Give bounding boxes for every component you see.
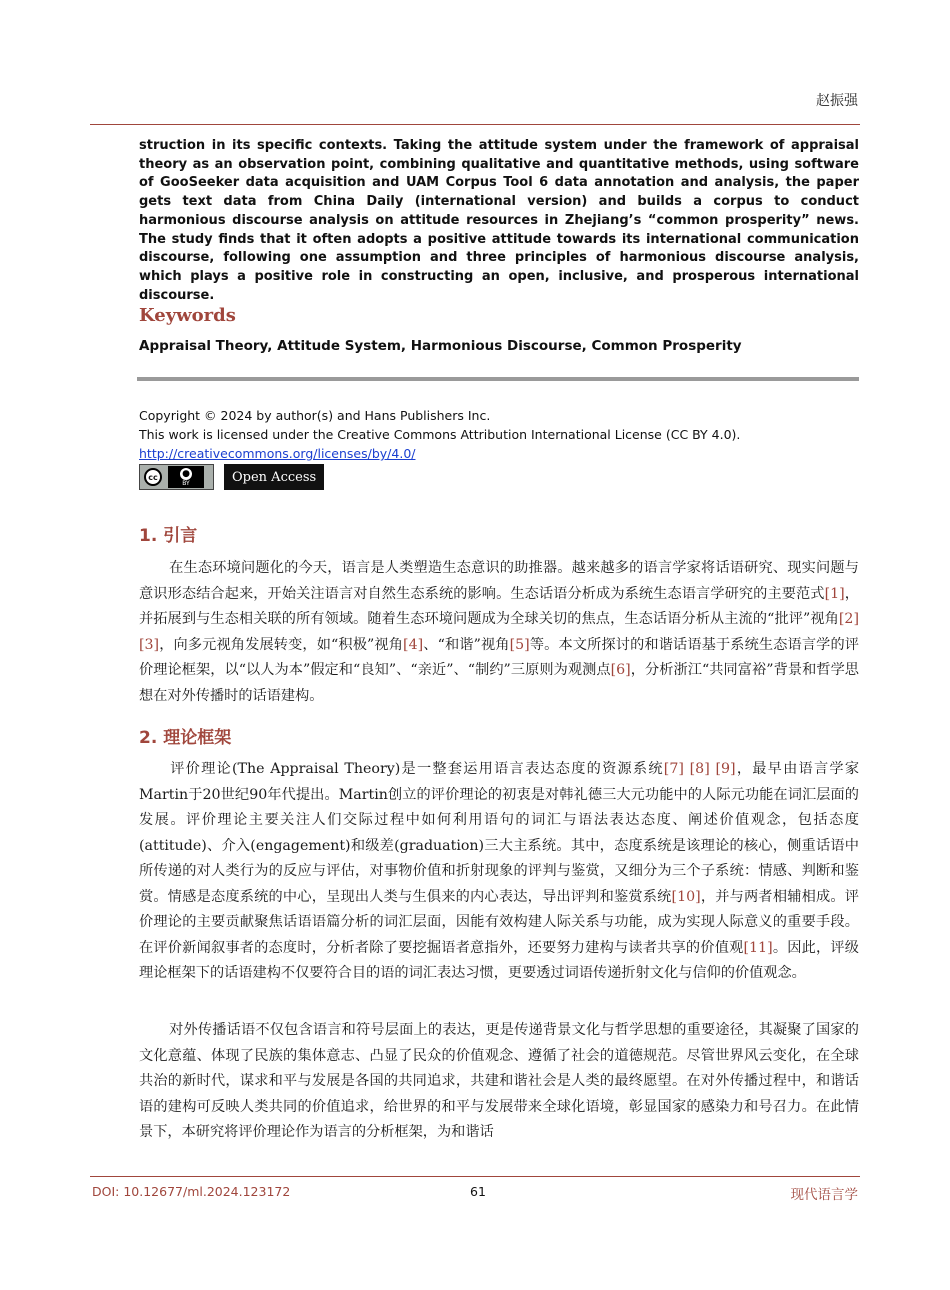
citation-link[interactable]: [6] xyxy=(610,662,631,678)
text-run: 在生态环境问题化的今天，语言是人类塑造生态意识的助推器。越来越多的语言学家将话语研究、现实问题与意识形态结合起来，开始关注语言对自然生态系统的影响。生态话语分析成为系统生态语言学研究的主要范式 xyxy=(139,560,859,602)
keywords-heading: Keywords xyxy=(139,305,236,326)
citation-link[interactable]: [1] xyxy=(824,585,845,602)
footer-divider xyxy=(90,1176,860,1177)
text-run: 评价理论(The Appraisal Theory)是一整套运用语言表达态度的资源系统 xyxy=(169,761,664,777)
citation-link[interactable]: [11] xyxy=(743,939,773,956)
by-label: BY xyxy=(182,479,190,487)
citation-link[interactable]: [5] xyxy=(509,636,530,653)
section-divider xyxy=(137,377,859,381)
keywords-list: Appraisal Theory, Attitude System, Harmonious Discourse, Common Prosperity xyxy=(139,338,742,354)
cc-by-badge[interactable] xyxy=(139,464,214,490)
footer-doi[interactable]: DOI: 10.12677/ml.2024.123172 xyxy=(92,1184,291,1199)
text-run: ，分析浙江“共同富裕”背景和哲学思想在对外传播时的话语建构。 xyxy=(139,662,859,704)
theory-paragraph-1 xyxy=(139,757,859,987)
person-icon: ● xyxy=(180,468,192,480)
cc-icon: cc xyxy=(144,468,162,486)
text-run: 。因此，评级理论框架下的话语建构不仅要符合目的语的词汇表达习惯，更要透过词语传递折射文化与信仰的价值观念。 xyxy=(139,939,859,981)
journal-name: 现代语言学 xyxy=(790,1187,858,1203)
license-badges xyxy=(139,464,324,490)
citation-link[interactable]: [7] [8] [9] xyxy=(663,761,736,777)
citation-link[interactable]: [10] xyxy=(671,888,701,905)
by-icon xyxy=(168,466,204,488)
text-run: 对外传播话语不仅包含语言和符号层面上的表达，更是传递背景文化与哲学思想的重要途径，其凝聚了国家的文化意蕴、体现了民族的集体意志、凸显了民众的价值观念、遵循了社会的道德规范。尽管世界风云变化，在全球共治的新时代，谋求和平与发展是各国的共同追求，共建和谐社会是人类的最终愿望。在对外传播过程中，和谐话语的建构可反映人类共同的价值追求，给世界的和平与发展带来全球化语境，彰显国家的感染力和号召力。在此情景下，本研究将评价理论作为语言的分析框架，为和谐话 xyxy=(139,1022,859,1140)
text-run: 、“和谐”视角 xyxy=(423,636,510,653)
intro-paragraph xyxy=(139,556,859,709)
citation-link[interactable]: [4] xyxy=(403,636,424,653)
text-run: ，并与两者相辅相成。评价理论的主要贡献聚焦话语语篇分析的词汇层面，因能有效构建人际关系与功能，成为实现人际意义的重要手段。在评价新闻叙事者的态度时，分析者除了要挖掘语者意指外，还要努力建构与读者共享的价值观 xyxy=(139,888,859,956)
license-line: This work is licensed under the Creative Commons Attribution International License (CC BY 4.0). xyxy=(139,427,741,442)
text-run: ，向多元视角发展转变，如“积极”视角 xyxy=(159,636,404,653)
header-divider xyxy=(90,124,860,125)
copyright-block xyxy=(139,406,740,463)
section-heading-theory: 2. 理论框架 xyxy=(139,728,232,748)
text-run: ，并拓展到与生态相关联的所有领域。随着生态环境问题成为全球关切的焦点，生态话语分析从主流的“批评”视角 xyxy=(139,585,859,627)
citation-link[interactable]: [2] [3] xyxy=(139,611,859,653)
open-access-badge[interactable]: Open Access xyxy=(224,464,324,490)
text-run: ，最早由语言学家Martin于20世纪90年代提出。Martin创立的评价理论的初衷是对韩礼德三大元功能中的人际元功能在词汇层面的发展。评价理论主要关注人们交际过程中如何利用语句的词汇与语法表达态度、阐述价值观念，包括态度(attitude)、介入(engagement)和级差(graduation)三大主系统。其中，态度系统是该理论的核心，侧重话语中所传递的对人类行为的反应与评估，对事物价值和折射现象的评判与鉴赏，又细分为三个子系统：情感、判断和鉴赏。情感是态度系统的中心，呈现出人类与生俱来的内心表达，导出评判和鉴赏系统 xyxy=(139,761,860,905)
abstract-text: struction in its specific contexts. Taking the attitude system under the framework of appraisal theory as an observation point, combining qualitative and quantitative methods, using software of GooSeeker data acquisition and UAM Corpus Tool 6 data annotation and analysis, the paper gets text data from China Daily (international version) and builds a corpus to conduct harmonious discourse analysis on attitude resources in Zhejiang’s “common prosperity” news. The study finds that it often adopts a positive attitude towards its international communication discourse, following one assumption and three principles of harmonious discourse analysis, which plays a positive role in constructing an open, inclusive, and prosperous international discourse. xyxy=(139,138,859,303)
license-link[interactable]: http://creativecommons.org/licenses/by/4.0/ xyxy=(139,446,416,461)
page-number: 61 xyxy=(470,1184,486,1199)
theory-paragraph-2 xyxy=(139,1018,859,1146)
text-run: 等。本文所探讨的和谐话语基于系统生态语言学的评价理论框架，以“以人为本”假定和“良知”、“亲近”、“制约”三原则为观测点 xyxy=(139,636,859,678)
copyright-line: Copyright © 2024 by author(s) and Hans Publishers Inc. xyxy=(139,408,491,423)
running-header-author: 赵振强 xyxy=(816,93,858,109)
section-heading-introduction: 1. 引言 xyxy=(139,526,198,546)
